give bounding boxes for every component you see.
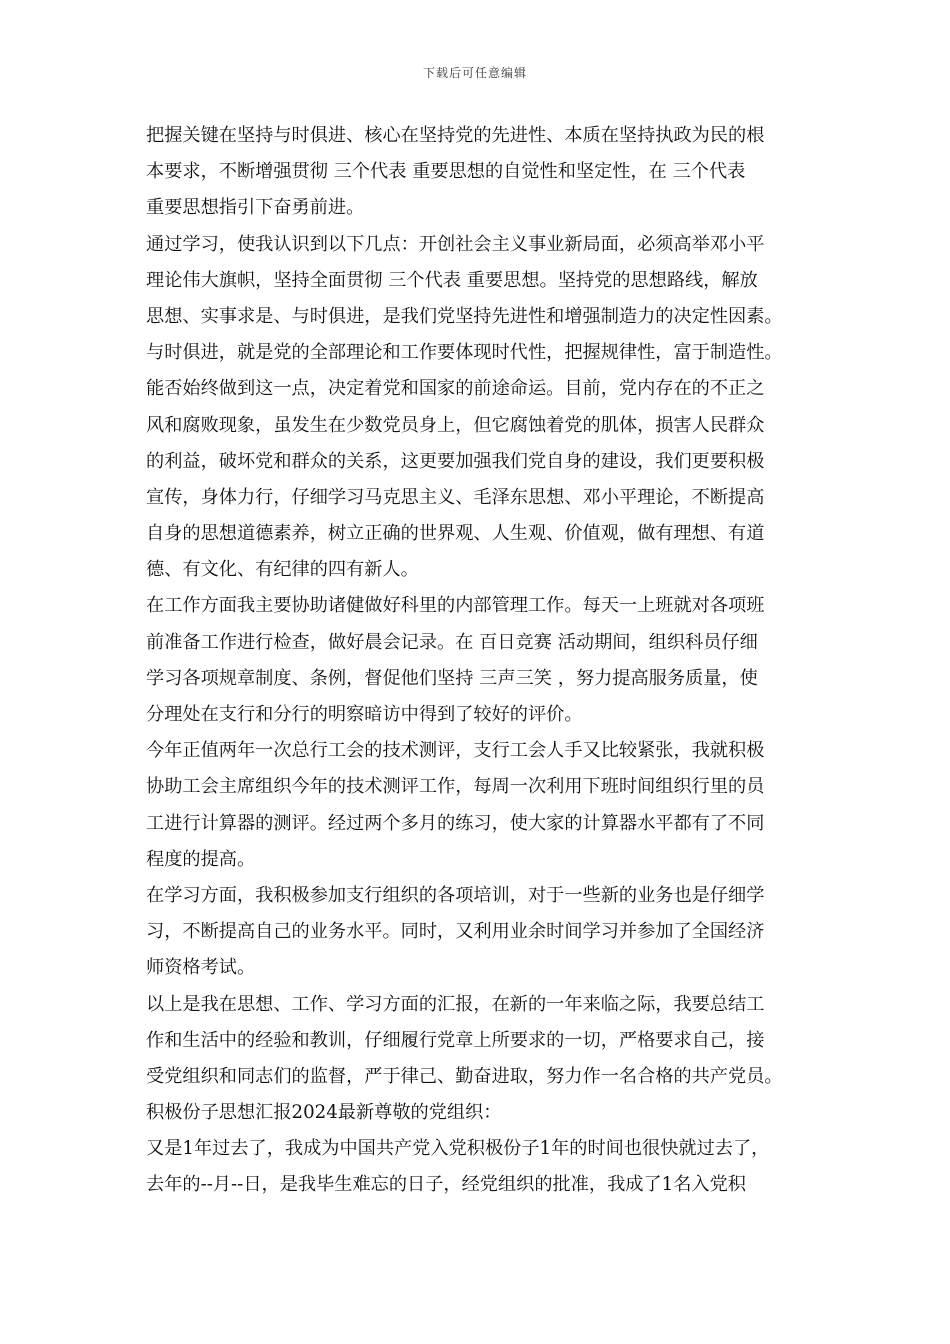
text-line: 去年的--月--日，是我毕生难忘的日子，经党组织的批准，我成了1名入党积 [146,1174,746,1196]
text-line: 以上是我在思想、工作、学习方面的汇报，在新的一年来临之际，我要总结工 [146,993,765,1015]
text-line: 宣传，身体力行，仔细学习马克思主义、毛泽东思想、邓小平理论，不断提高 [146,486,765,508]
text-line: 思想、实事求是、与时俱进，是我们党坚持先进性和增强制造力的决定性因素。 [146,305,783,327]
text-line: 能否始终做到这一点，决定着党和国家的前途命运。目前，党内存在的不正之 [146,378,765,400]
text-line: 把握关键在坚持与时俱进、核心在坚持党的先进性、本质在坚持执政为民的根 [146,125,765,146]
text-line: 通过学习，使我认识到以下几点：开创社会主义事业新局面，必须高举邓小平 [146,233,765,255]
text-line: 在学习方面，我积极参加支行组织的各项培训，对于一些新的业务也是仔细学 [146,884,765,906]
text-line: 与时俱进，就是党的全部理论和工作要体现时代性，把握规律性，富于制造性。 [146,342,783,364]
text-line: 自身的思想道德素养，树立正确的世界观、人生观、价值观，做有理想、有道 [146,523,765,545]
text-line: 积极份子思想汇报2024最新尊敬的党组织： [146,1102,502,1124]
text-line: 今年正值两年一次总行工会的技术测评，支行工会人手又比较紧张，我就积极 [146,740,765,762]
text-line: 程度的提高。 [146,848,256,870]
text-line: 习，不断提高自己的业务水平。同时，又利用业余时间学习并参加了全国经济 [146,921,765,943]
text-line: 工进行计算器的测评。经过两个多月的练习，使大家的计算器水平都有了不同 [146,812,765,834]
document-body [146,118,814,1204]
text-line: 又是1年过去了，我成为中国共产党入党积极份子1年的时间也很快就过去了， [146,1138,770,1160]
page-header: 下载后可任意编辑 [422,66,527,80]
text-line: 分理处在支行和分行的明察暗访中得到了较好的评价。 [146,704,583,725]
text-line: 师资格考试。 [146,957,256,979]
text-line: 风和腐败现象，虽发生在少数党员身上，但它腐蚀着党的肌体，损害人民群众 [146,414,765,436]
text-line: 本要求，不断增强贯彻 三个代表 重要思想的自觉性和坚定性，在 三个代表 [146,161,746,183]
text-line: 德、有文化、有纪律的四有新人。 [146,559,419,581]
text-line: 学习各项规章制度、条例，督促他们坚持 三声三笑 ，努力提高服务质量，使 [146,667,758,689]
text-line: 理论伟大旗帜，坚持全面贯彻 三个代表 重要思想。坚持党的思想路线，解放 [146,269,758,291]
text-line: 前准备工作进行检查，做好晨会记录。在 百日竞赛 活动期间，组织科员仔细 [146,631,758,653]
text-line: 重要思想指引下奋勇前进。 [146,197,365,219]
text-line: 作和生活中的经验和教训，仔细履行党章上所要求的一切，严格要求自己，接 [146,1029,765,1051]
text-line: 受党组织和同志们的监督，严于律己、勤奋进取，努力作一名合格的共产党员。 [146,1065,783,1087]
text-line: 的利益，破坏党和群众的关系，这更要加强我们党自身的建设，我们更要积极 [146,450,765,472]
text-line: 在工作方面我主要协助诸健做好科里的内部管理工作。每天一上班就对各项班 [146,595,765,617]
text-line: 协助工会主席组织今年的技术测评工作，每周一次利用下班时间组织行里的员 [146,776,765,798]
